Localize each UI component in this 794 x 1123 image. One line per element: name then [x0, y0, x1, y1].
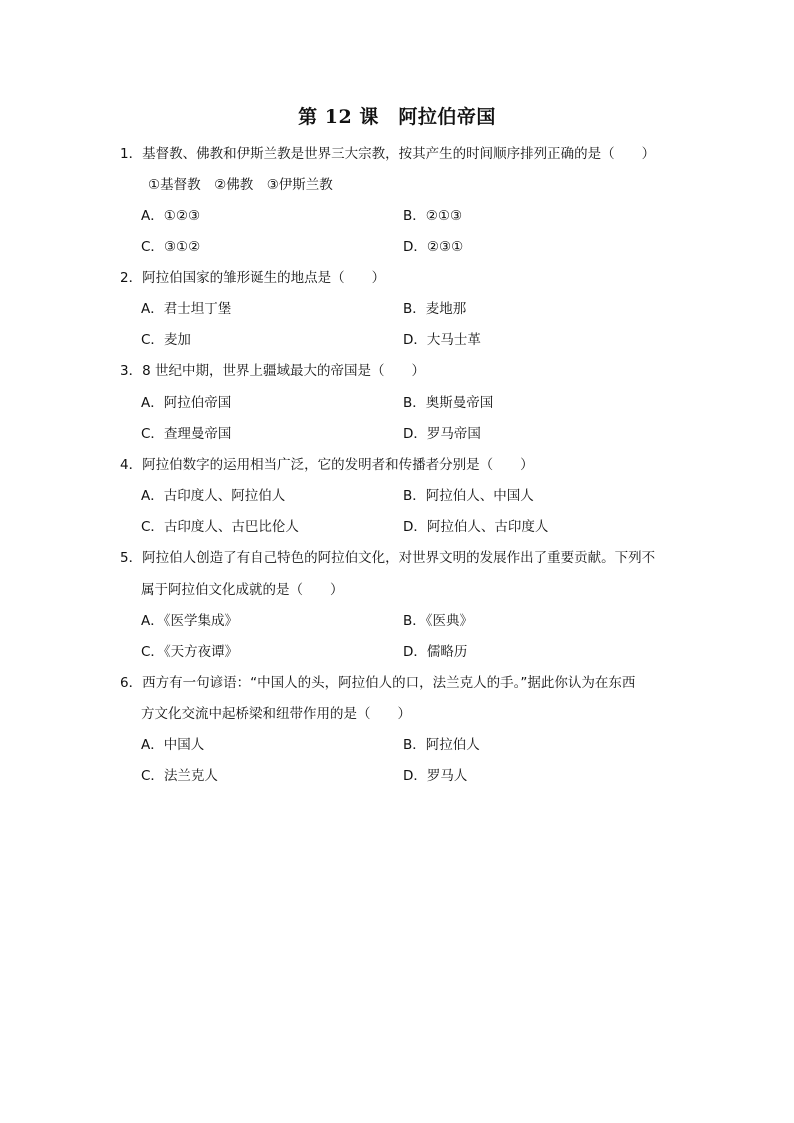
option-label: D． — [403, 332, 427, 348]
question-2-option-b — [403, 300, 466, 318]
option-label: B． — [403, 737, 426, 753]
question-5-stem — [120, 549, 655, 567]
option-label: C． — [141, 332, 164, 348]
option-text: 《医典》 — [425, 613, 474, 629]
question-3-option-b — [403, 394, 493, 412]
option-label: C． — [141, 239, 164, 255]
option-text: ③①② — [163, 239, 201, 255]
question-6-stem-continued: 方文化交流中起桥梁和纽带作用的是（ ） — [141, 706, 411, 722]
question-1-option-b — [403, 207, 462, 225]
question-text: 基督教、佛教和伊斯兰教是世界三大宗教，按其产生的时间顺序排列正确的是（ ） — [142, 146, 656, 162]
option-label: B． — [403, 488, 426, 504]
question-2-option-a — [141, 300, 231, 318]
question-6-option-b — [403, 736, 480, 754]
question-4-option-b — [403, 487, 534, 505]
option-label: C． — [141, 519, 164, 535]
option-label: A． — [141, 395, 164, 411]
question-6-option-a — [141, 736, 204, 754]
question-text: 阿拉伯国家的雏形诞生的地点是（ ） — [142, 270, 386, 286]
question-2-option-d — [403, 331, 481, 349]
question-1-items: ①基督教 ②佛教 ③伊斯兰教 — [148, 177, 333, 193]
question-5-option-d — [403, 643, 467, 661]
question-6-option-d — [403, 767, 467, 785]
option-label: D． — [403, 768, 427, 784]
option-label: D． — [403, 239, 427, 255]
question-text: 8 世纪中期，世界上疆域最大的帝国是（ ） — [142, 363, 425, 379]
question-number: 1． — [120, 146, 143, 162]
question-5-stem-continued: 属于阿拉伯文化成就的是（ ） — [141, 582, 344, 598]
option-label: A． — [141, 301, 164, 317]
question-4-option-a — [141, 487, 285, 505]
question-5-option-a — [141, 612, 238, 630]
question-text: 阿拉伯数字的运用相当广泛，它的发明者和传播者分别是（ ） — [142, 457, 534, 473]
option-label: A． — [141, 737, 164, 753]
option-text: 阿拉伯人、中国人 — [425, 488, 534, 504]
question-6-option-c — [141, 767, 218, 785]
option-label: D． — [403, 644, 427, 660]
question-number: 3． — [120, 363, 143, 379]
option-text: 古印度人、古巴比伦人 — [163, 519, 299, 535]
question-text: 阿拉伯人创造了有自己特色的阿拉伯文化，对世界文明的发展作出了重要贡献。下列不 — [142, 550, 656, 566]
option-label: A． — [141, 488, 164, 504]
option-text: ①②③ — [163, 208, 201, 224]
question-4-option-d — [403, 518, 548, 536]
option-text: 《天方夜谭》 — [163, 644, 239, 660]
option-text: 罗马帝国 — [426, 426, 481, 442]
option-text: 阿拉伯人、古印度人 — [426, 519, 549, 535]
question-6-stem — [120, 674, 635, 692]
question-number: 4． — [120, 457, 143, 473]
question-2-stem — [120, 269, 385, 287]
question-1-option-c — [141, 238, 200, 256]
option-text: ②③① — [426, 239, 464, 255]
question-3-option-a — [141, 394, 231, 412]
page-title: 第 12 课 阿拉伯帝国 — [298, 106, 496, 128]
question-2-option-c — [141, 331, 191, 349]
question-1-option-d — [403, 238, 463, 256]
option-label: C． — [141, 644, 164, 660]
option-text: 奥斯曼帝国 — [425, 395, 494, 411]
option-text: 中国人 — [163, 737, 205, 753]
option-text: 《医学集成》 — [163, 613, 238, 629]
option-label: D． — [403, 426, 427, 442]
option-text: 儒略历 — [426, 644, 468, 660]
option-label: A． — [141, 613, 164, 629]
question-1-option-a — [141, 207, 200, 225]
question-1-stem — [120, 145, 655, 163]
option-text: 大马士革 — [426, 332, 481, 348]
option-label: B． — [403, 208, 426, 224]
option-label: B． — [403, 301, 426, 317]
option-text: 麦地那 — [425, 301, 467, 317]
option-label: B． — [403, 395, 426, 411]
option-text: 阿拉伯人 — [425, 737, 480, 753]
option-text: 阿拉伯帝国 — [163, 395, 232, 411]
option-text: 罗马人 — [426, 768, 468, 784]
option-label: C． — [141, 768, 164, 784]
question-4-option-c — [141, 518, 299, 536]
question-number: 5． — [120, 550, 143, 566]
option-text: 古印度人、阿拉伯人 — [163, 488, 286, 504]
option-label: A． — [141, 208, 164, 224]
question-4-stem — [120, 456, 534, 474]
question-number: 2． — [120, 270, 143, 286]
option-label: B． — [403, 613, 426, 629]
question-text: 西方有一句谚语：“中国人的头，阿拉伯人的口，法兰克人的手。”据此你认为在东西 — [142, 675, 636, 691]
question-3-option-c — [141, 425, 231, 443]
option-label: C． — [141, 426, 164, 442]
option-text: 麦加 — [163, 332, 191, 348]
option-text: ②①③ — [425, 208, 463, 224]
question-5-option-c — [141, 643, 238, 661]
option-text: 君士坦丁堡 — [163, 301, 232, 317]
option-text: 法兰克人 — [163, 768, 218, 784]
question-5-option-b — [403, 612, 473, 630]
question-3-option-d — [403, 425, 481, 443]
question-number: 6． — [120, 675, 143, 691]
question-3-stem — [120, 362, 425, 380]
option-text: 查理曼帝国 — [163, 426, 232, 442]
option-label: D． — [403, 519, 427, 535]
